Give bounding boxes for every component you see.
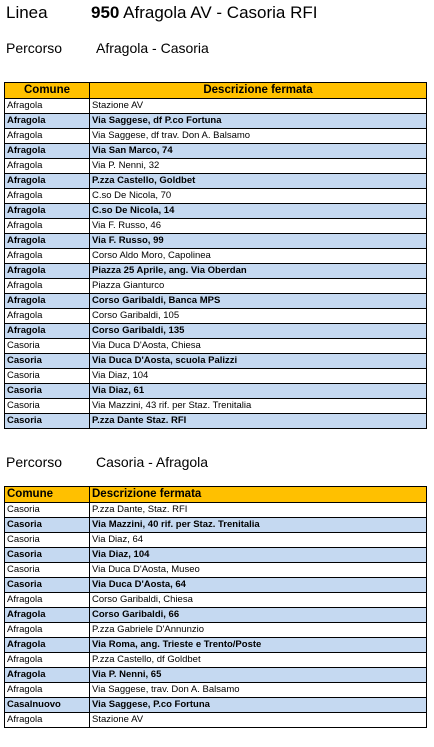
cell-descrizione: P.zza Dante Staz. RFI — [90, 414, 427, 429]
line-number: 950 — [91, 3, 120, 22]
table-row — [5, 249, 427, 264]
cell-descrizione: Via Duca D'Aosta, Museo — [90, 563, 427, 578]
table-row — [5, 204, 427, 219]
cell-descrizione: Via Duca D'Aosta, 64 — [90, 578, 427, 593]
cell-comune: Afragola — [5, 219, 90, 234]
cell-descrizione: C.so De Nicola, 70 — [90, 189, 427, 204]
route-label: Percorso — [6, 40, 63, 56]
cell-comune: Casoria — [5, 414, 90, 429]
table-row — [5, 503, 427, 518]
line-header — [6, 0, 318, 26]
cell-descrizione: Via Saggese, P.co Fortuna — [90, 698, 427, 713]
table-row — [5, 159, 427, 174]
table-row — [5, 99, 427, 114]
cell-descrizione: Stazione AV — [90, 99, 427, 114]
cell-comune: Casoria — [5, 518, 90, 533]
route-name: Afragola - Casoria — [96, 40, 209, 56]
cell-descrizione: Via Saggese, trav. Don A. Balsamo — [90, 683, 427, 698]
table-row — [5, 668, 427, 683]
table-row — [5, 653, 427, 668]
cell-comune: Casoria — [5, 533, 90, 548]
column-header-descrizione: Descrizione fermata — [90, 83, 427, 99]
table-header-row — [5, 83, 427, 99]
cell-descrizione: Via P. Nenni, 65 — [90, 668, 427, 683]
table-row — [5, 384, 427, 399]
cell-comune: Afragola — [5, 638, 90, 653]
table-row — [5, 294, 427, 309]
cell-comune: Casoria — [5, 399, 90, 414]
cell-descrizione: Via P. Nenni, 32 — [90, 159, 427, 174]
cell-comune: Afragola — [5, 668, 90, 683]
table-row — [5, 533, 427, 548]
table-row — [5, 189, 427, 204]
table-row — [5, 518, 427, 533]
table-row — [5, 129, 427, 144]
cell-comune: Casoria — [5, 339, 90, 354]
cell-comune: Afragola — [5, 294, 90, 309]
table-row — [5, 563, 427, 578]
table-row — [5, 339, 427, 354]
route-label: Percorso — [6, 454, 63, 470]
table-row — [5, 309, 427, 324]
cell-descrizione: Corso Garibaldi, 66 — [90, 608, 427, 623]
cell-comune: Afragola — [5, 234, 90, 249]
cell-descrizione: Corso Garibaldi, Banca MPS — [90, 294, 427, 309]
cell-comune: Afragola — [5, 99, 90, 114]
cell-descrizione: Via Diaz, 104 — [90, 548, 427, 563]
route-title-outbound — [6, 38, 209, 58]
column-header-comune: Comune — [5, 83, 90, 99]
cell-descrizione: Via F. Russo, 99 — [90, 234, 427, 249]
route-name: Casoria - Afragola — [96, 454, 209, 470]
cell-descrizione: Corso Garibaldi, Chiesa — [90, 593, 427, 608]
cell-descrizione: Via F. Russo, 46 — [90, 219, 427, 234]
table-row — [5, 683, 427, 698]
cell-comune: Casoria — [5, 354, 90, 369]
cell-comune: Afragola — [5, 653, 90, 668]
cell-comune: Afragola — [5, 114, 90, 129]
column-header-descrizione: Descrizione fermata — [90, 487, 427, 503]
cell-descrizione: Piazza Gianturco — [90, 279, 427, 294]
table-row — [5, 414, 427, 429]
table-row — [5, 144, 427, 159]
table-row — [5, 114, 427, 129]
cell-descrizione: Via Diaz, 104 — [90, 369, 427, 384]
cell-descrizione: C.so De Nicola, 14 — [90, 204, 427, 219]
cell-comune: Afragola — [5, 279, 90, 294]
cell-comune: Afragola — [5, 713, 90, 728]
cell-comune: Afragola — [5, 608, 90, 623]
cell-comune: Afragola — [5, 204, 90, 219]
table-row — [5, 608, 427, 623]
route-title-return — [6, 452, 208, 472]
cell-comune: Casoria — [5, 384, 90, 399]
cell-comune: Casoria — [5, 578, 90, 593]
cell-comune: Afragola — [5, 174, 90, 189]
cell-descrizione: Via Mazzini, 43 rif. per Staz. Trenitalia — [90, 399, 427, 414]
cell-comune: Casalnuovo — [5, 698, 90, 713]
table-row — [5, 623, 427, 638]
cell-comune: Casoria — [5, 563, 90, 578]
cell-descrizione: Corso Garibaldi, 105 — [90, 309, 427, 324]
table-row — [5, 638, 427, 653]
cell-descrizione: Via Diaz, 64 — [90, 533, 427, 548]
cell-descrizione: Via Duca D'Aosta, scuola Palizzi — [90, 354, 427, 369]
cell-descrizione: P.zza Castello, df Goldbet — [90, 653, 427, 668]
cell-comune: Afragola — [5, 309, 90, 324]
cell-descrizione: Via Saggese, df trav. Don A. Balsamo — [90, 129, 427, 144]
cell-descrizione: Via Diaz, 61 — [90, 384, 427, 399]
cell-comune: Afragola — [5, 623, 90, 638]
cell-comune: Afragola — [5, 324, 90, 339]
cell-descrizione: Via Roma, ang. Trieste e Trento/Poste — [90, 638, 427, 653]
cell-comune: Afragola — [5, 683, 90, 698]
cell-comune: Afragola — [5, 264, 90, 279]
stops-table-outbound — [4, 82, 427, 429]
table-row — [5, 174, 427, 189]
cell-comune: Afragola — [5, 159, 90, 174]
cell-comune: Casoria — [5, 503, 90, 518]
line-label: Linea — [6, 3, 48, 22]
table-row — [5, 234, 427, 249]
table-row — [5, 264, 427, 279]
cell-comune: Afragola — [5, 129, 90, 144]
column-header-comune: Comune — [5, 487, 90, 503]
stops-table-return — [4, 486, 427, 728]
line-name: Afragola AV - Casoria RFI — [123, 3, 318, 22]
cell-descrizione: Piazza 25 Aprile, ang. Via Oberdan — [90, 264, 427, 279]
cell-comune: Afragola — [5, 144, 90, 159]
cell-comune: Casoria — [5, 548, 90, 563]
table-row — [5, 548, 427, 563]
table-row — [5, 698, 427, 713]
cell-descrizione: P.zza Gabriele D'Annunzio — [90, 623, 427, 638]
cell-descrizione: Via Mazzini, 40 rif. per Staz. Trenitalia — [90, 518, 427, 533]
cell-descrizione: P.zza Castello, Goldbet — [90, 174, 427, 189]
cell-descrizione: P.zza Dante, Staz. RFI — [90, 503, 427, 518]
cell-comune: Afragola — [5, 593, 90, 608]
cell-descrizione: Via San Marco, 74 — [90, 144, 427, 159]
table-row — [5, 219, 427, 234]
table-row — [5, 324, 427, 339]
cell-descrizione: Stazione AV — [90, 713, 427, 728]
table-row — [5, 354, 427, 369]
cell-descrizione: Via Saggese, df P.co Fortuna — [90, 114, 427, 129]
cell-comune: Afragola — [5, 189, 90, 204]
cell-comune: Afragola — [5, 249, 90, 264]
table-header-row — [5, 487, 427, 503]
table-row — [5, 713, 427, 728]
table-row — [5, 593, 427, 608]
cell-descrizione: Via Duca D'Aosta, Chiesa — [90, 339, 427, 354]
table-row — [5, 369, 427, 384]
table-row — [5, 279, 427, 294]
cell-comune: Casoria — [5, 369, 90, 384]
cell-descrizione: Corso Aldo Moro, Capolinea — [90, 249, 427, 264]
table-row — [5, 578, 427, 593]
table-row — [5, 399, 427, 414]
cell-descrizione: Corso Garibaldi, 135 — [90, 324, 427, 339]
